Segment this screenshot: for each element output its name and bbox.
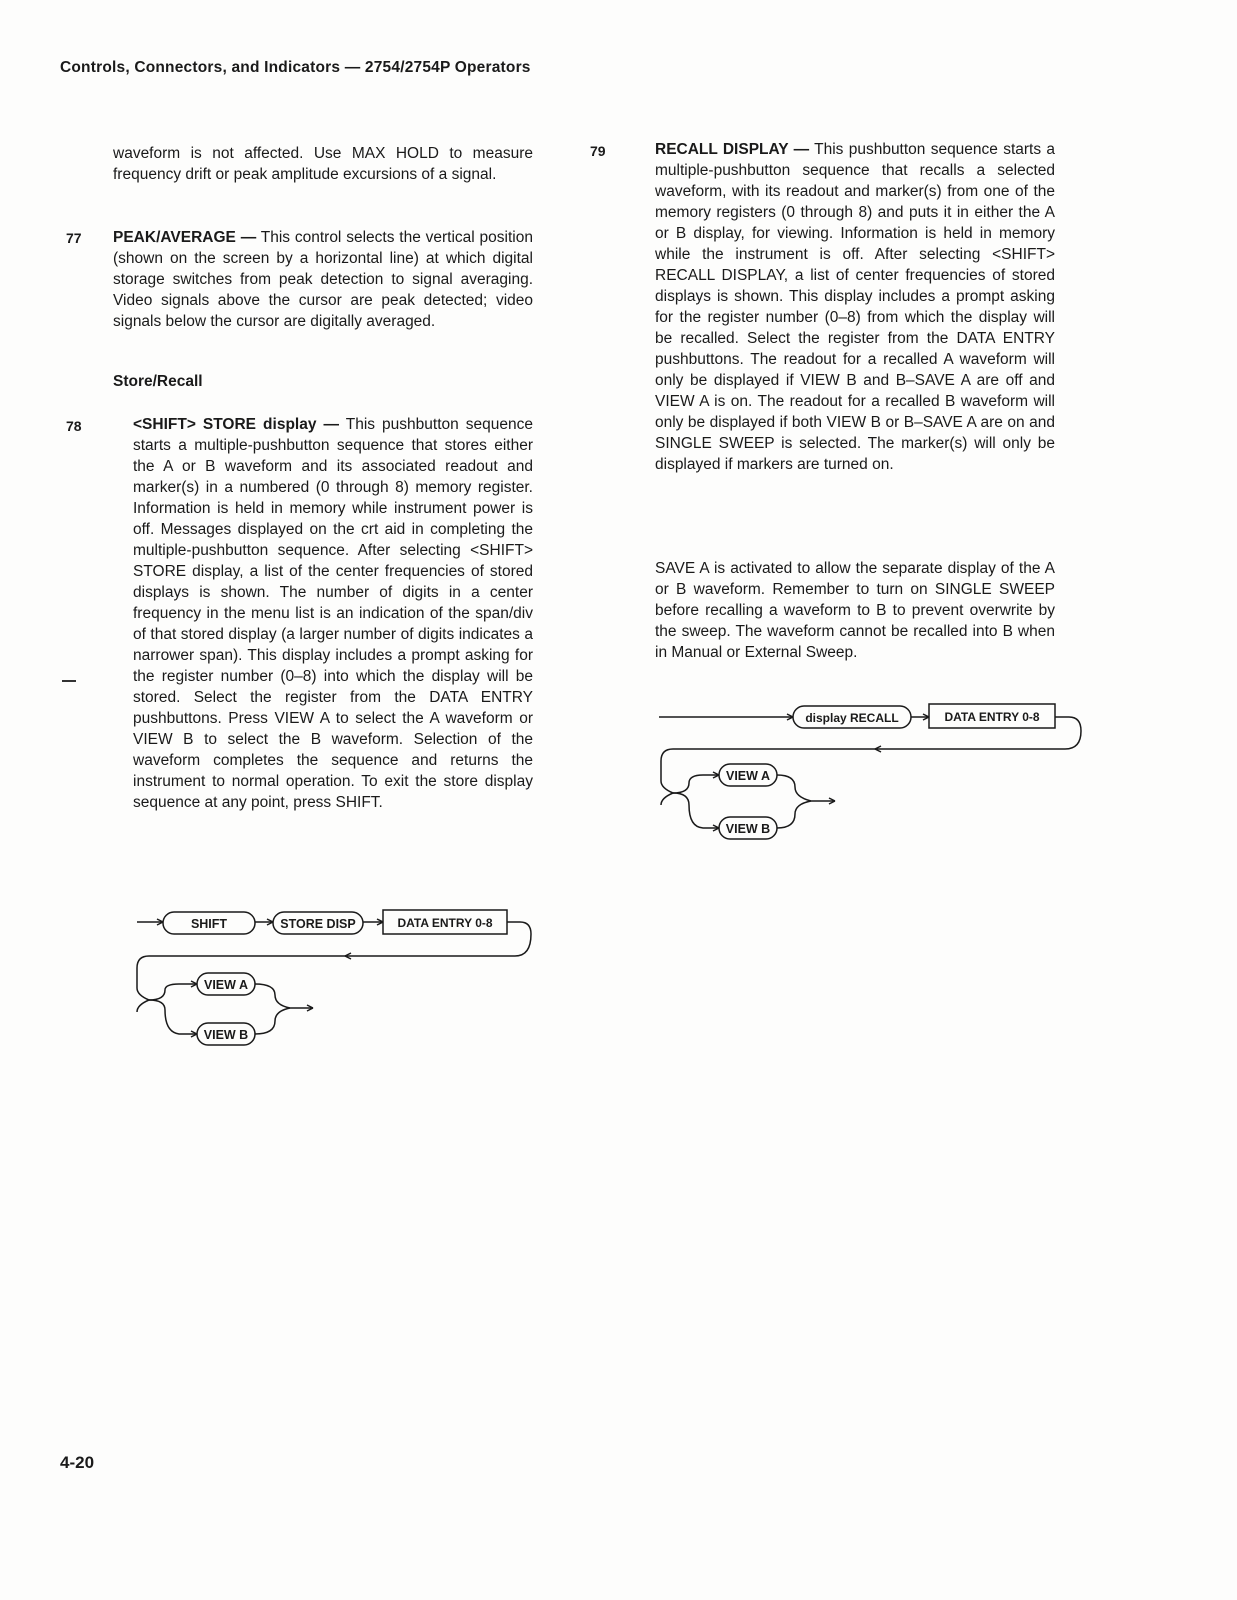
item-number-77: 77 — [66, 230, 82, 246]
item-79 — [655, 139, 1055, 475]
store-sequence-diagram — [135, 900, 545, 1060]
view-b-key: VIEW B — [203, 1028, 249, 1042]
view-a-key-right: VIEW A — [726, 769, 770, 783]
save-paragraph — [655, 558, 1055, 663]
item-78-body: This pushbutton sequence starts a multiple-pushbutton sequence that stores either the A or B waveform and its associated readout and marker(s) in a numbered (0 through 8) memory register. Information is held in memory while instrument power is off. Messages displayed on the crt aid in completing the multiple-pushbutton sequence. After selecting <SHIFT> STORE display, a list of the center frequencies of stored displays is shown. The number of digits in a center frequency in the menu list is an indication of the span/div of that stored display (a larger number of digits indicates a narrower span). This display includes a prompt asking for the register number (0–8) into which the display will be stored. Select the register from the DATA ENTRY pushbuttons. Press VIEW A to select the A waveform or VIEW B to select the B waveform. Selection of the waveform completes the sequence and returns the instrument to normal operation. To exit the store display sequence at any point, press SHIFT. — [133, 416, 533, 811]
item-77-title: PEAK/AVERAGE — — [113, 229, 257, 246]
margin-dash — [62, 680, 76, 682]
continued-text — [113, 143, 533, 185]
save-paragraph-text: SAVE A is activated to allow the separate display of the A or B waveform. Remember to turn on SINGLE SWEEP before recalling a waveform to B to prevent overwrite by the sweep. The waveform cannot be recalled into B when in Manual or External Sweep. — [655, 560, 1055, 661]
view-b-key-right: VIEW B — [725, 822, 771, 836]
item-number-79: 79 — [590, 143, 606, 159]
item-77-paragraph — [113, 227, 533, 332]
item-77-body: This control selects the vertical position (shown on the screen by a horizontal line) at which digital storage switches from peak detection to signal averaging. Video signals above the cursor are peak detected; video signals below the cursor are digitally averaged. — [113, 229, 533, 330]
data-entry-key-right: DATA ENTRY 0-8 — [944, 710, 1040, 724]
recall-sequence-diagram — [655, 693, 1095, 853]
item-78-paragraph — [133, 414, 533, 813]
continued-paragraph: waveform is not affected. Use MAX HOLD to measure frequency drift or peak amplitude excursions of a signal. — [113, 145, 533, 183]
view-a-key: VIEW A — [204, 978, 248, 992]
item-78-title: <SHIFT> STORE display — — [133, 416, 339, 433]
page-header: Controls, Connectors, and Indicators — 2754/2754P Operators — [60, 59, 531, 76]
item-79-title: RECALL DISPLAY — — [655, 141, 810, 158]
item-79-paragraph — [655, 139, 1055, 475]
item-number-78: 78 — [66, 418, 82, 434]
item-78 — [133, 414, 533, 813]
page-number: 4-20 — [60, 1453, 95, 1472]
data-entry-key: DATA ENTRY 0-8 — [397, 916, 493, 930]
recall-key: display RECALL — [805, 711, 899, 725]
section-heading: Store/Recall — [113, 373, 203, 390]
shift-key: SHIFT — [190, 917, 228, 931]
item-77 — [113, 227, 533, 332]
store-disp-key: STORE DISP — [280, 917, 356, 931]
item-79-body: This pushbutton sequence starts a multiple-pushbutton sequence that recalls a selected waveform, with its readout and marker(s) from one of the memory registers (0 through 8) and puts it in either the A or B display, for viewing. Information is held in memory while the instrument is off. After selecting <SHIFT> RECALL DISPLAY, a list of center frequencies of stored displays is shown. This display includes a prompt asking for the register number (0–8) from which the display will be recalled. Select the register from the DATA ENTRY pushbuttons. The readout for a recalled A waveform will only be displayed if VIEW B and B–SAVE A are off and VIEW A is on. The readout for a recalled B waveform will only be displayed if both VIEW B or B–SAVE A are on and SINGLE SWEEP is selected. The marker(s) will only be displayed if markers are turned on. — [655, 141, 1056, 473]
